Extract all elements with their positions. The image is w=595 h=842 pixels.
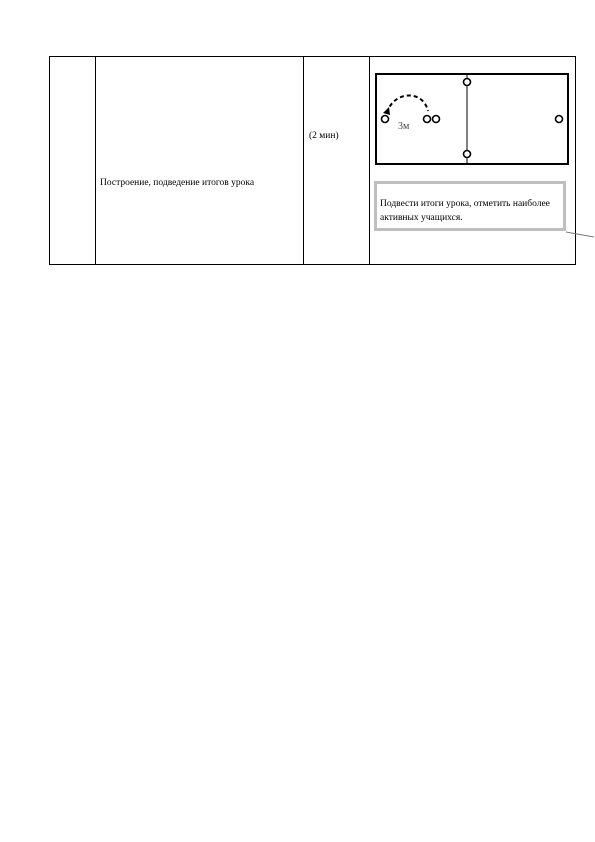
callout-line — [566, 231, 594, 239]
movement-arc — [387, 95, 428, 113]
number-cell — [50, 57, 96, 265]
center-top-marker — [464, 79, 471, 86]
task-cell — [96, 57, 304, 265]
time-text: (2 мин) — [309, 131, 339, 141]
end-marker — [556, 116, 563, 123]
cone-marker-1 — [424, 116, 431, 123]
note-box — [374, 181, 566, 231]
note-text: Подвести итоги урока, отметить наиболее активных учащихся. — [380, 199, 550, 223]
distance-label: 3м — [398, 121, 410, 132]
lesson-table — [49, 56, 576, 265]
method-cell — [370, 57, 576, 265]
start-marker — [382, 116, 389, 123]
arc-arrowhead — [383, 107, 390, 115]
court-scheme — [375, 73, 570, 165]
cone-marker-2 — [433, 116, 440, 123]
task-text: Построение, подведение итогов урока — [100, 177, 255, 188]
center-bottom-marker — [464, 151, 471, 158]
table-row — [50, 57, 576, 265]
time-cell — [304, 57, 370, 265]
court-border — [376, 74, 568, 164]
